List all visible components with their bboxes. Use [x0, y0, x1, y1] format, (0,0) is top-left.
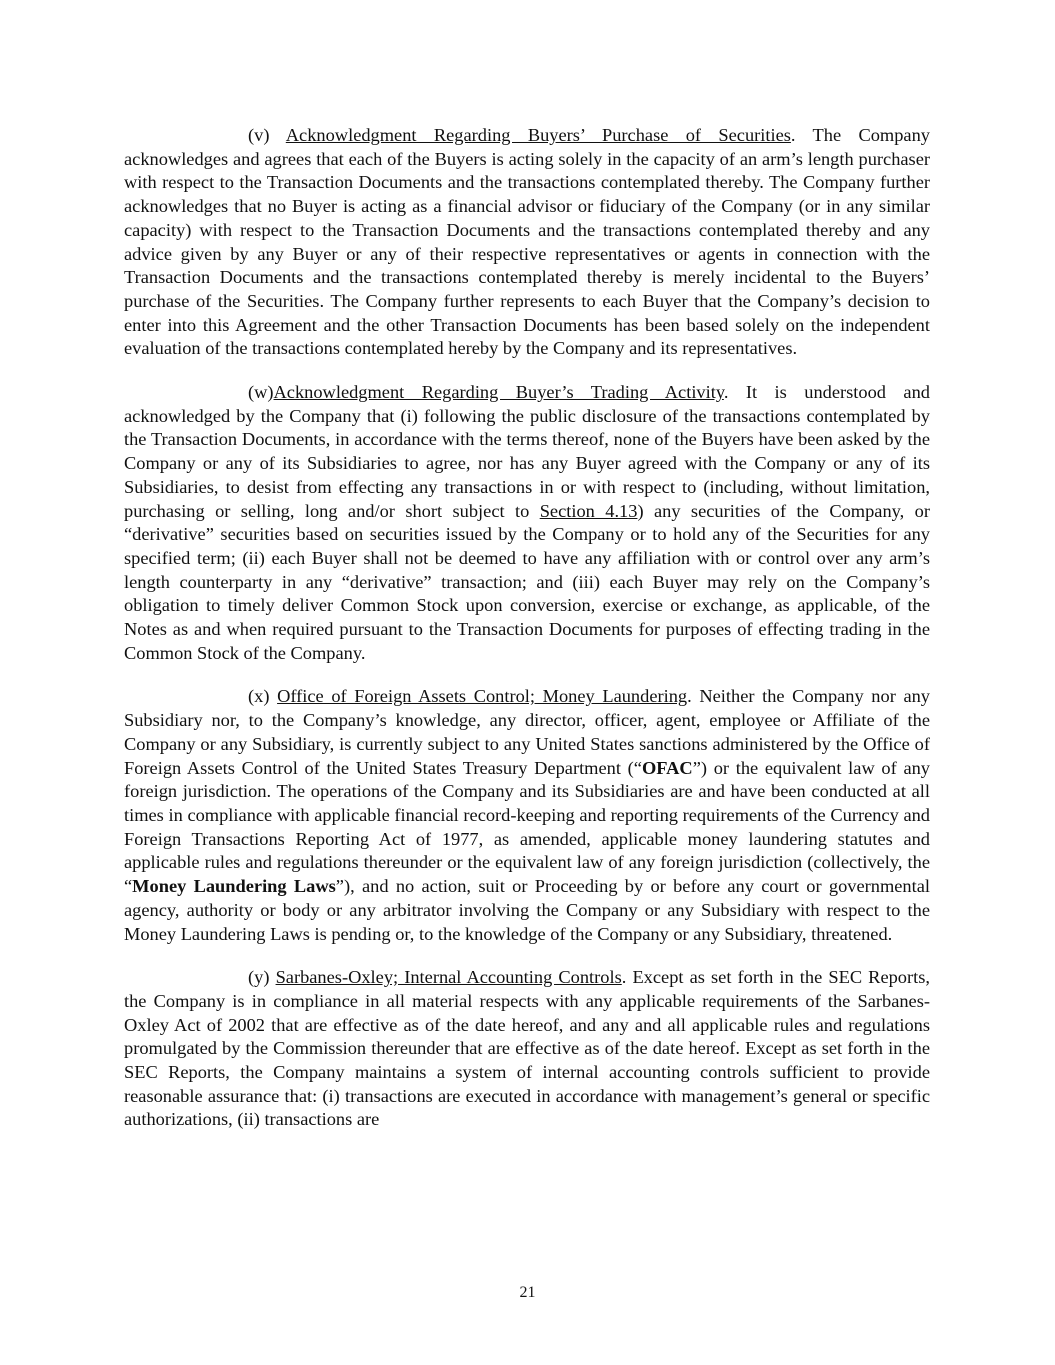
- section-v-marker: (v): [248, 125, 270, 145]
- section-x-body-1: . Neither the Company nor any Subsidiary nor, to the Company’s knowledge, any director, officer, agent, employee or Affiliate of the Company or any Subsidiary, is currently subject to any United States sanctions administered by the Office of Foreign Assets Control of the United States Treasury Department (“: [124, 686, 930, 778]
- section-w-body-1: . It is understood and acknowledged by the Company that (i) following the public disclosure of the transactions contemplated by the Transaction Documents, in accordance with the terms thereof, none of the Buyers have been asked by the Company or any of its Subsidiaries to agree, nor has any Buyer agreed with the Company or any of its Subsidiaries, to desist from effecting any transactions in or with respect to (including, without limitation, purchasing or selling, long and/or short subject to: [124, 382, 930, 521]
- document-page: [124, 124, 930, 1152]
- section-4-13-reference: Section 4.13: [539, 500, 638, 521]
- section-y-paragraph: [124, 966, 930, 1132]
- section-x-heading: Office of Foreign Assets Control; Money Laundering: [277, 686, 688, 707]
- section-w-body-2: ) any securities of the Company, or “derivative” securities based on securities issued by the Company or to hold any of the Securities for any specified term; (ii) each Buyer shall not be deemed to have any affiliation with or control over any arm’s length counterparty in any “derivative” transaction; and (iii) each Buyer may rely on the Company’s obligation to timely deliver Common Stock upon conversion, exercise or exchange, as applicable, of the Notes as and when required pursuant to the Transaction Documents for purposes of effecting trading in the Common Stock of the Company.: [124, 500, 930, 663]
- section-y-marker: (y): [248, 967, 270, 988]
- section-x-paragraph: [124, 685, 930, 946]
- section-v-body: . The Company acknowledges and agrees that each of the Buyers is acting solely in the capacity of an arm’s length purchaser with respect to the Transaction Documents and the transactions contemplated thereby. The Company further acknowledges that no Buyer is acting as a financial advisor or fiduciary of the Company (or in any similar capacity) with respect to the Transaction Documents and the transactions contemplated thereby and any advice given by any Buyer or any of their respective representatives or agents in connection with the Transaction Documents and the transactions contemplated thereby is merely incidental to the Buyers’ purchase of the Securities. The Company further represents to each Buyer that the Company’s decision to enter into this Agreement and the other Transaction Documents has been based solely on the independent evaluation of the transactions contemplated hereby by the Company and its representatives.: [124, 125, 930, 359]
- page-number: 21: [519, 1284, 536, 1301]
- section-y-heading: Sarbanes-Oxley; Internal Accounting Controls: [275, 967, 622, 988]
- section-v-heading: Acknowledgment Regarding Buyers’ Purchase of Securities: [285, 125, 791, 145]
- section-x-body-2: ”) or the equivalent law of any foreign jurisdiction. The operations of the Company and its Subsidiaries are and have been conducted at all times in compliance with applicable financial record-keeping and reporting requirements of the Currency and Foreign Transactions Reporting Act of 1977, as amended, applicable money laundering statutes and applicable rules and regulations thereunder or the equivalent law of any foreign jurisdiction (collectively, the “: [124, 757, 930, 897]
- section-w-marker: (w): [248, 382, 274, 403]
- section-v-paragraph: [124, 124, 930, 361]
- ofac-term: OFAC: [641, 757, 693, 778]
- section-x-body-3: ”), and no action, suit or Proceeding by or before any court or governmental agency, authority or body or any arbitrator involving the Company or any Subsidiary with respect to the Money Laundering Laws is pending or, to the knowledge of the Company or any Subsidiary, threatened.: [124, 876, 930, 944]
- section-w-heading: Acknowledgment Regarding Buyer’s Trading Activity: [273, 382, 724, 403]
- section-w-paragraph: [124, 381, 930, 665]
- section-x-marker: (x): [248, 686, 270, 707]
- money-laundering-laws-term: Money Laundering Laws: [132, 876, 336, 897]
- section-y-body: . Except as set forth in the SEC Reports, the Company is in compliance in all material respects with any applicable requirements of the Sarbanes-Oxley Act of 2002 that are effective as of the date hereof, and any and all applicable rules and regulations promulgated by the Commission thereunder that are effective as of the date hereof. Except as set forth in the SEC Reports, the Company maintains a system of internal accounting controls sufficient to provide reasonable assurance that: (i) transactions are executed in accordance with management’s general or specific authorizations, (ii) transactions are: [124, 967, 930, 1130]
